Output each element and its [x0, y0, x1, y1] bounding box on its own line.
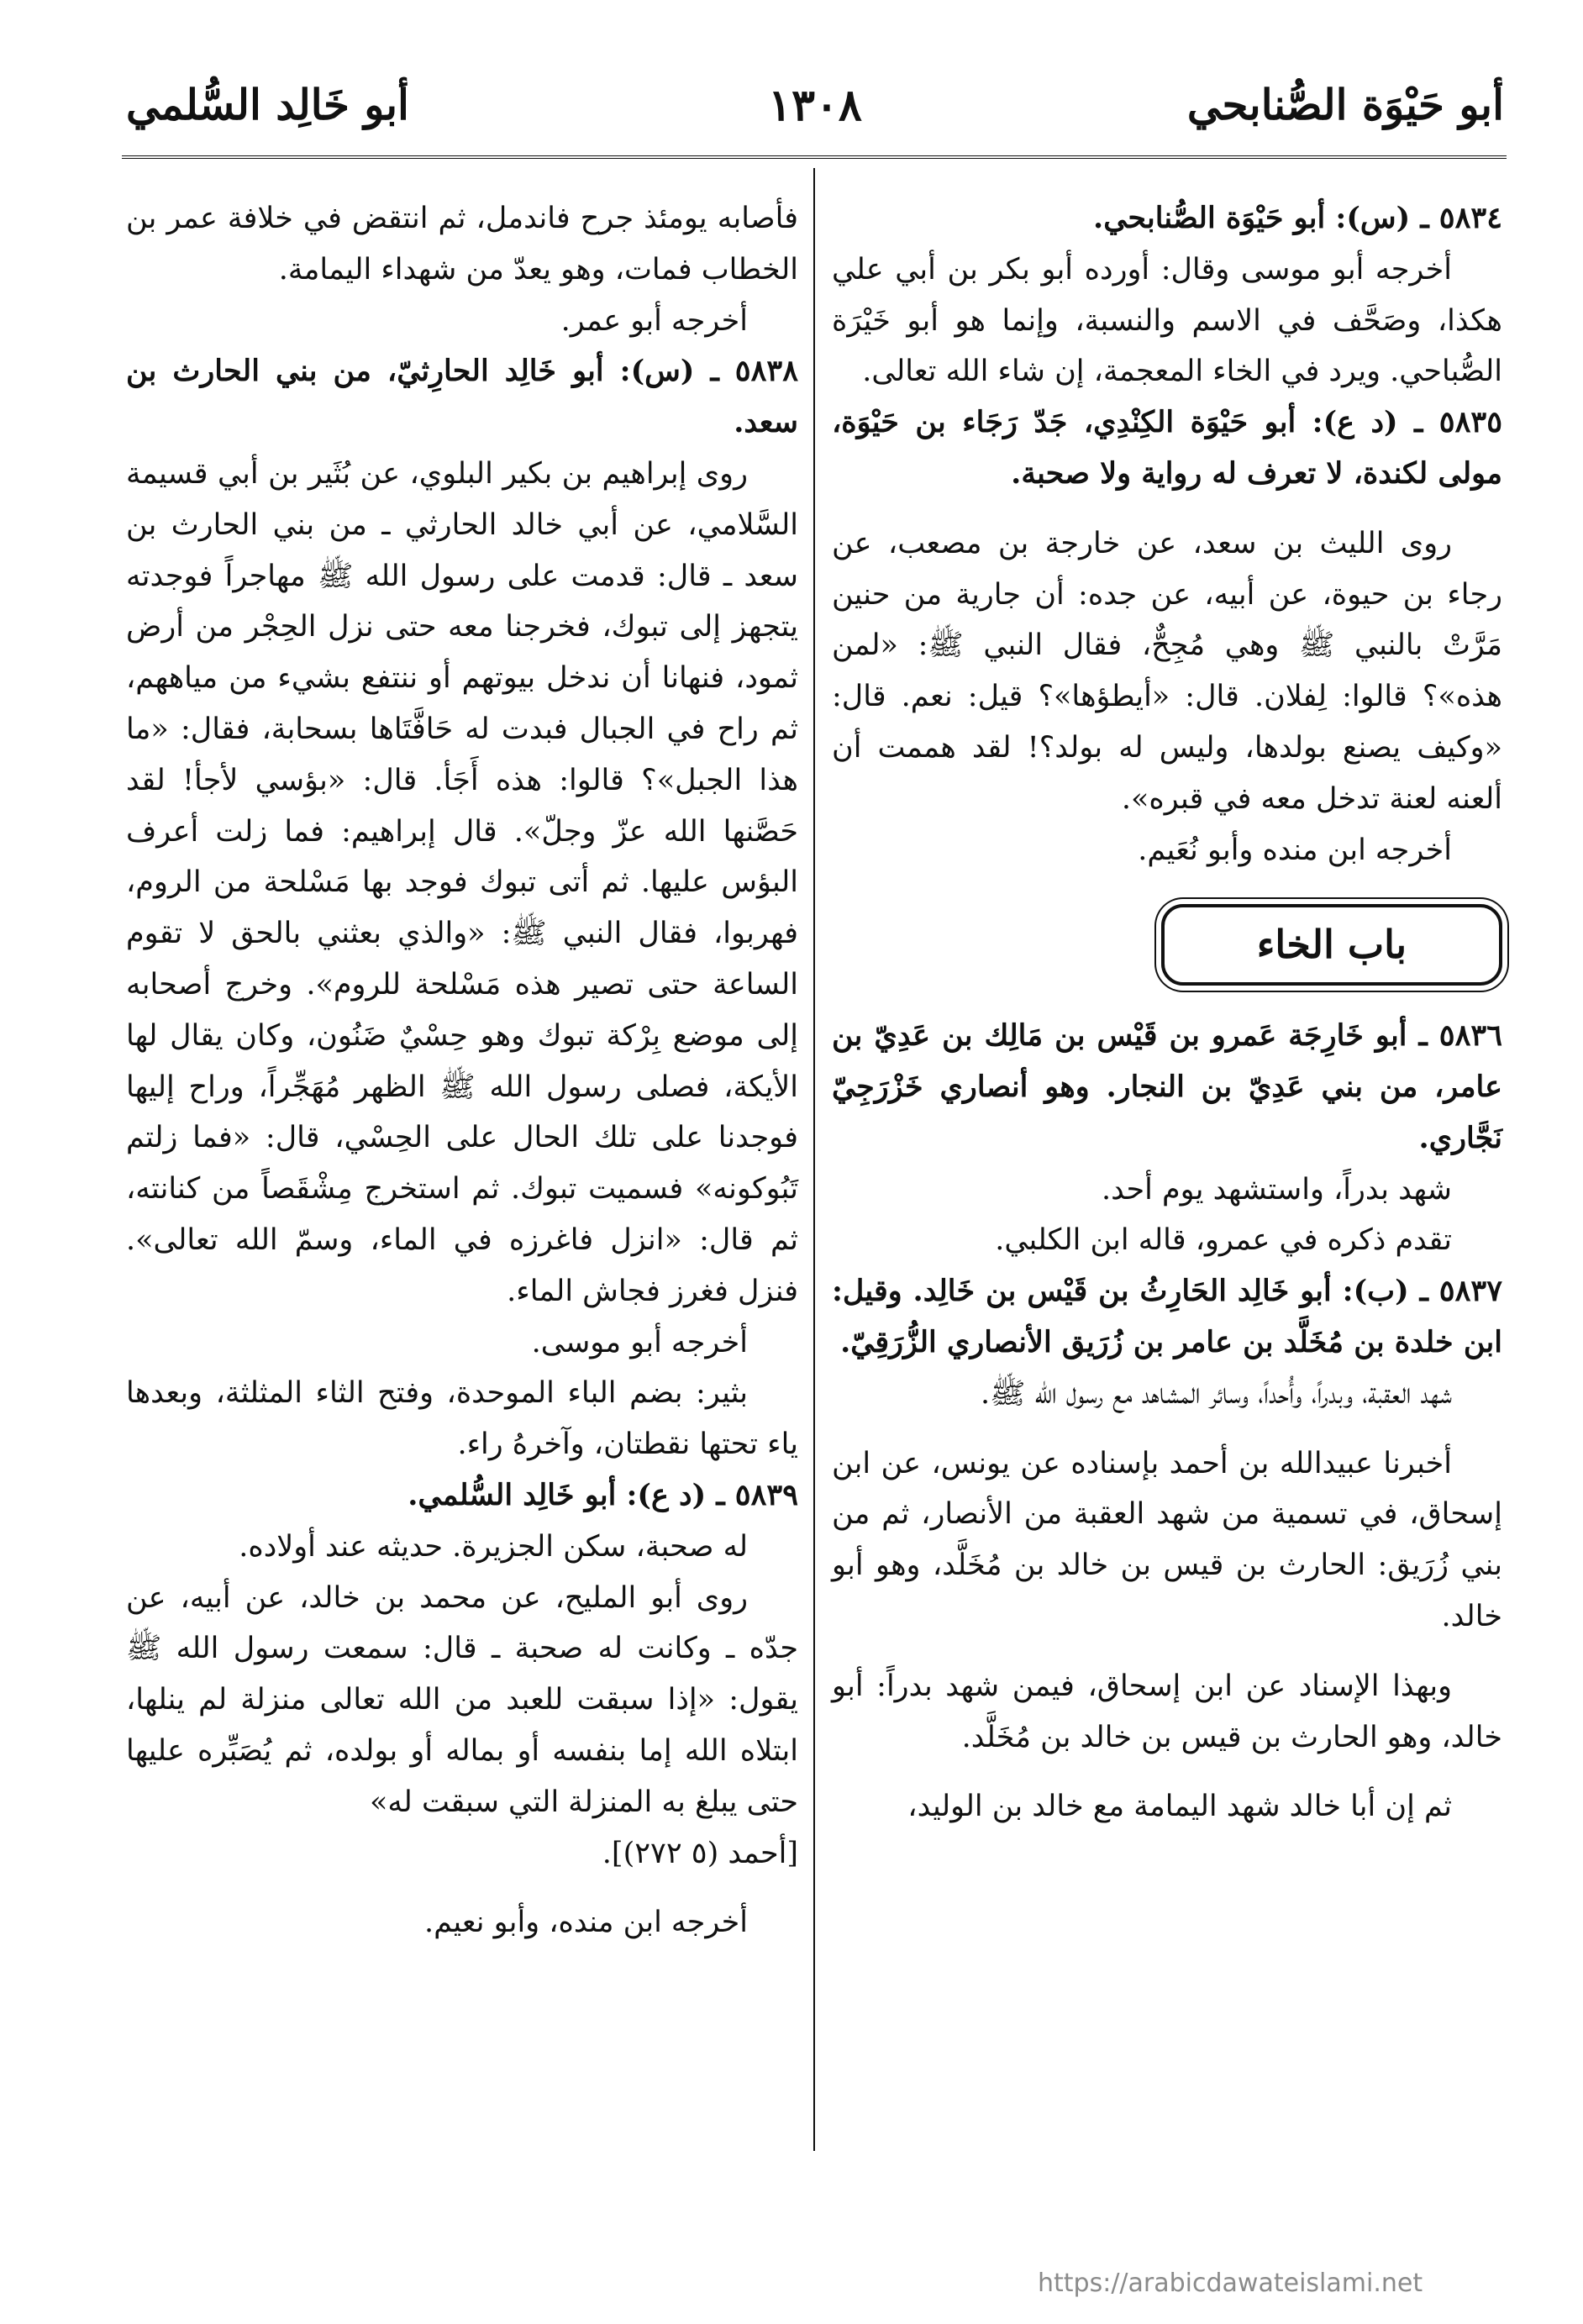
- entry-5834-heading: ٥٨٣٤ ـ (س): أبو حَيْوَة الصُّنابحي.: [1093, 201, 1502, 235]
- entry-5838-heading: ٥٨٣٨ ـ (س): أبو خَالِد الحارِثيّ، من بني الحارث بن سعد.: [126, 354, 798, 440]
- paragraph: أخبرنا عبيدالله بن أحمد بإسناده عن يونس، عن ابن إسحاق، في تسمية من شهد العقبة من الأنصار، ثم من بني زُرَيق: الحارث بن قيس بن خالد بن مُخَلَّد، وهو أبو خالد.: [832, 1446, 1502, 1633]
- entry-5839-heading: ٥٨٣٩ ـ (د ع): أبو خَالِد السُّلمي.: [408, 1477, 798, 1512]
- paragraph: أخرجه أبو موسى.: [531, 1325, 748, 1359]
- paragraph: ثم إن أبا خالد شهد اليمامة مع خالد بن الوليد،: [907, 1790, 1452, 1824]
- paragraph: شهد العقبة، وبدراً، وأُحداً، وسائر المشاهد مع رسول الله ﷺ.: [980, 1376, 1452, 1411]
- right-column: [832, 193, 1502, 1832]
- paragraph: أخرجه ابن منده وأبو نُعَيم.: [1138, 833, 1452, 867]
- entry-5835-heading: ٥٨٣٥ ـ (د ع): أبو حَيْوَة الكِنْدِي، جَدّ رَجَاء بن حَيْوَة، مولى لكندة، لا تعرف له رواية ولا صحبة.: [832, 405, 1502, 491]
- column-divider: [813, 168, 815, 2151]
- page-number: ١٣٠٨: [768, 80, 862, 131]
- source-url-watermark: https://arabicdawateislami.net: [1038, 2269, 1423, 2298]
- paragraph: له صحبة، سكن الجزيرة. حديثه عند أولاده.: [239, 1529, 748, 1564]
- entry-5837-heading: ٥٨٣٧ ـ (ب): أبو خَالِد الحَارِثُ بن قَيْس بن خَالِد. وقيل: ابن خلدة بن مُخَلَّد بن عامر بن زُرَيق الأنصاري الزُّرَقِيّ.: [832, 1274, 1502, 1359]
- header-left-title: أبو خَالِد السُّلمي: [126, 80, 409, 129]
- paragraph: أخرجه ابن منده، وأبو نعيم.: [423, 1906, 748, 1940]
- paragraph: وبهذا الإسناد عن ابن إسحاق، فيمن شهد بدراً: أبو خالد، وهو الحارث بن قيس بن خالد بن مُخَلَّد.: [832, 1669, 1502, 1754]
- header-right-title: أبو حَيْوَة الصُّنابحي: [1186, 80, 1504, 129]
- entry-5836-heading: ٥٨٣٦ ـ أبو خَارِجَة عَمرو بن قَيْس بن مَالِك بن عَدِيّ بن عامر، من بني عَدِيّ بن النجار. وهو أنصاري خَزْرَجِيّ نَجَّاري.: [832, 1018, 1502, 1155]
- hadith-paragraph: روى أبو المليح، عن محمد بن خالد، عن أبيه، عن جدّه ـ وكانت له صحبة ـ قال: سمعت رسول الله ﷺ يقول: «إذا سبقت للعبد من الله تعالى منزلة لم ينلها، ابتلاه الله إما بنفسه أو بماله أو بولده، ثم يُصَبِّره عليها حتى يبلغ به المنزلة التي سبقت له»: [126, 1580, 798, 1819]
- paragraph: بثير: بضم الباء الموحدة، وفتح الثاء المثلثة، وبعدها ياء تحتها نقطتان، وآخرهُ راء.: [126, 1376, 798, 1462]
- chapter-box: [832, 904, 1502, 986]
- paragraph: فأصابه يومئذ جرح فاندمل، ثم انتقض في خلافة عمر بن الخطاب فمات، وهو يعدّ من شهداء اليمامة.: [126, 202, 798, 287]
- paragraph: أخرجه أبو عمر.: [560, 303, 748, 338]
- paragraph: أخرجه أبو موسى وقال: أورده أبو بكر بن أبي علي هكذا، وصَحَّف في الاسم والنسبة، وإنما هو أبو خَيْرَة الصُّباحي. ويرد في الخاء المعجمة، إن شاء الله تعالى.: [832, 252, 1502, 389]
- hadith-paragraph: روى الليث بن سعد، عن خارجة بن مصعب، عن رجاء بن حيوة، عن أبيه، عن جده: أن جارية من حنين مَرَّتْ بالنبي ﷺ وهي مُجِحٌّ، فقال النبي ﷺ: «لمن هذه»؟ قالوا: لِفلان. قال: «أيطؤها»؟ قيل: نعم. قال: «وكيف يصنع بولدها، وليس له بولد؟! لقد هممت أن ألعنه لعنة تدخل معه في قبره».: [832, 526, 1502, 816]
- left-column: [126, 193, 798, 1948]
- running-header: [126, 80, 1504, 147]
- citation: [أحمد (٥ ٢٧٢)].: [602, 1836, 798, 1870]
- header-rule: [122, 155, 1507, 159]
- paragraph: تقدم ذكره في عمرو، قاله ابن الكلبي.: [995, 1223, 1452, 1258]
- paragraph: شهد بدراً، واستشهد يوم أحد.: [1102, 1172, 1452, 1207]
- chapter-title: باب الخاء: [1161, 904, 1502, 986]
- hadith-paragraph: روى إبراهيم بن بكير البلوي، عن بُثَير بن أبي قسيمة السَّلامي، عن أبي خالد الحارثي ـ من بني الحارث بن سعد ـ قال: قدمت على رسول الله ﷺ مهاجراً فوجدته يتجهز إلى تبوك، فخرجنا معه حتى نزل الحِجْر من أرض ثمود، فنهانا أن ندخل بيوتهم أو ننتفع بشيء من مياههم، ثم راح في الجبال فبدت له حَافَّتَاها بسحابة، فقال: «ما هذا الجبل»؟ قالوا: هذه أَجَأ. قال: «بؤسي لأجأ! لقد حَصَّنها الله عزّ وجلّ». قال إبراهيم: فما زلت أعرف البؤس عليها. ثم أتى تبوك فوجد بها مَسْلحة من الروم، فهربوا، فقال النبي ﷺ: «والذي بعثني بالحق لا تقوم الساعة حتى تصير هذه مَسْلحة للروم». وخرج أصحابه إلى موضع بِرْكة تبوك وهو حِسْيٌ ضَنُون، وكان يقال لها الأيكة، فصلى رسول الله ﷺ الظهر مُهَجِّراً، وراح إليها فوجدنا على تلك الحال على الحِسْي، قال: «فما زلتم تَبُوكونه» فسميت تبوك. ثم استخرج مِشْقَصاً من كنانته، ثم قال: «انزل فاغرزه في الماء، وسمّ الله تعالى». فنزل فغرز فجاش الماء.: [126, 456, 798, 1308]
